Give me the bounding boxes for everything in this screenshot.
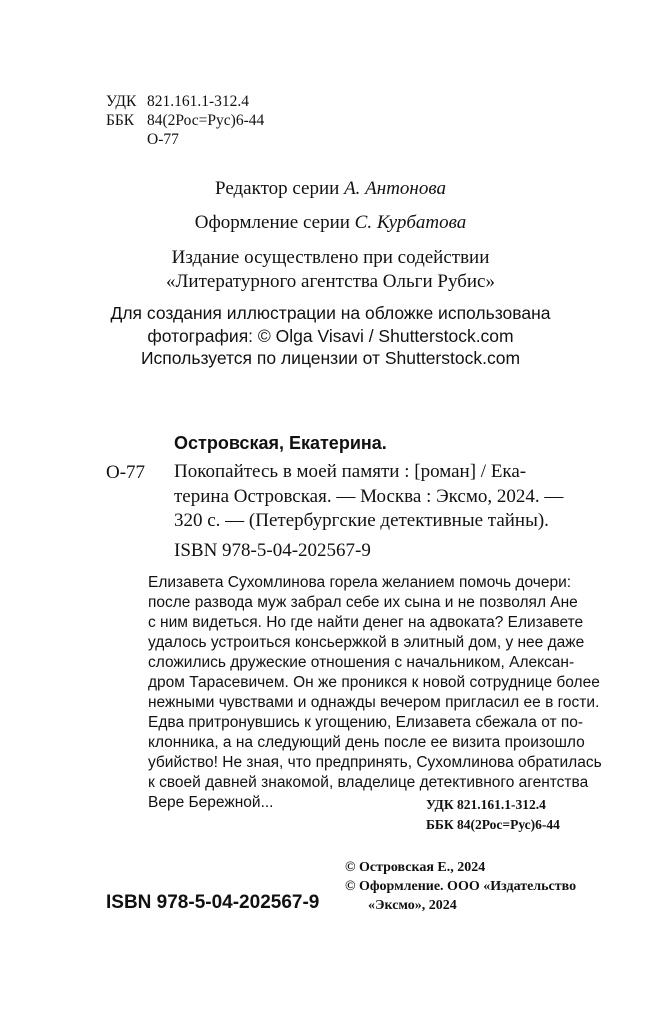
annotation-line: клонника, а на следующий день после ее визита произошло <box>148 734 585 751</box>
udk-value: 821.161.1-312.4 <box>147 93 250 110</box>
bottom-codes <box>426 795 560 835</box>
record-description <box>174 460 563 534</box>
classification-codes <box>106 92 264 149</box>
annotation-line: сложились дружеские отношения с начальником, Алексан- <box>148 654 575 671</box>
annotation-line: удалось устроиться консьержкой в элитный дом, у нее даже <box>148 634 585 651</box>
copyright-block <box>345 858 576 915</box>
photo-credit-line-3: Используется по лицензии от Shutterstock.com <box>140 348 521 368</box>
record-line-3: 320 с. — (Петербургские детективные тайны). <box>174 510 549 531</box>
bottom-isbn: ISBN 978-5-04-202567-9 <box>106 892 320 913</box>
annotation-line: Вере Бережной... <box>148 794 274 811</box>
series-editor <box>0 178 661 200</box>
annotation-line: нежными чувствами и однажды вечером пригласил ее в гости. <box>148 694 600 711</box>
series-design-prefix: Оформление серии <box>194 212 350 233</box>
series-design <box>0 212 661 234</box>
udk-label: УДК <box>106 93 137 110</box>
annotation-line: дром Тарасевичем. Он же проникся к новой сотруднице более <box>148 674 600 691</box>
bottom-udk: УДК 821.161.1-312.4 <box>426 797 546 812</box>
support-line-1: Издание осуществлено при содействии <box>171 247 490 268</box>
annotation-line: после развода муж забрал себе их сына и не позволял Ане <box>148 594 578 611</box>
copyright-author: © Островская Е., 2024 <box>345 860 486 875</box>
bbk-value: 84(2Рос=Рус)6-44 <box>147 112 265 129</box>
author-sign: О-77 <box>147 131 179 148</box>
bottom-bbk: ББК 84(2Рос=Рус)6-44 <box>426 817 560 832</box>
copyright-design-1: © Оформление. ООО «Издательство <box>345 879 577 894</box>
annotation-line: Елизавета Сухомлинова горела желанием помочь дочери: <box>148 574 572 591</box>
support-line-2: «Литературного агентства Ольги Рубис» <box>166 271 495 292</box>
series-editor-name: А. Антонова <box>344 178 446 199</box>
photo-credit <box>0 302 661 370</box>
record-sign: О-77 <box>106 462 146 483</box>
annotation-line: Едва притронувшись к угощению, Елизавета сбежала от по- <box>148 714 584 731</box>
annotation-line: с ним видеться. Но где найти денег на адвоката? Елизавете <box>148 614 584 631</box>
copyright-design-2: «Эксмо», 2024 <box>368 898 457 913</box>
record-isbn: ISBN 978-5-04-202567-9 <box>174 540 371 561</box>
record-line-1: Покопайтесь в моей памяти : [роман] / Ека- <box>174 461 527 482</box>
annotation-line: к своей давней знакомой, владелице детективного агентства <box>148 774 589 791</box>
photo-credit-line-1: Для создания иллюстрации на обложке использована <box>110 303 551 323</box>
photo-credit-line-2: фотография: © Olga Visavi / Shutterstock.com <box>147 325 514 346</box>
record-author: Островская, Екатерина. <box>174 433 387 453</box>
annotation <box>148 573 602 813</box>
series-editor-prefix: Редактор серии <box>215 178 340 199</box>
annotation-line: убийство! Не зная, что предпринять, Сухомлинова обратилась <box>148 754 602 771</box>
bbk-label: ББК <box>106 112 135 129</box>
record-line-2: терина Островская. — Москва : Эксмо, 2024. — <box>174 485 564 507</box>
series-design-name: С. Курбатова <box>354 212 467 233</box>
